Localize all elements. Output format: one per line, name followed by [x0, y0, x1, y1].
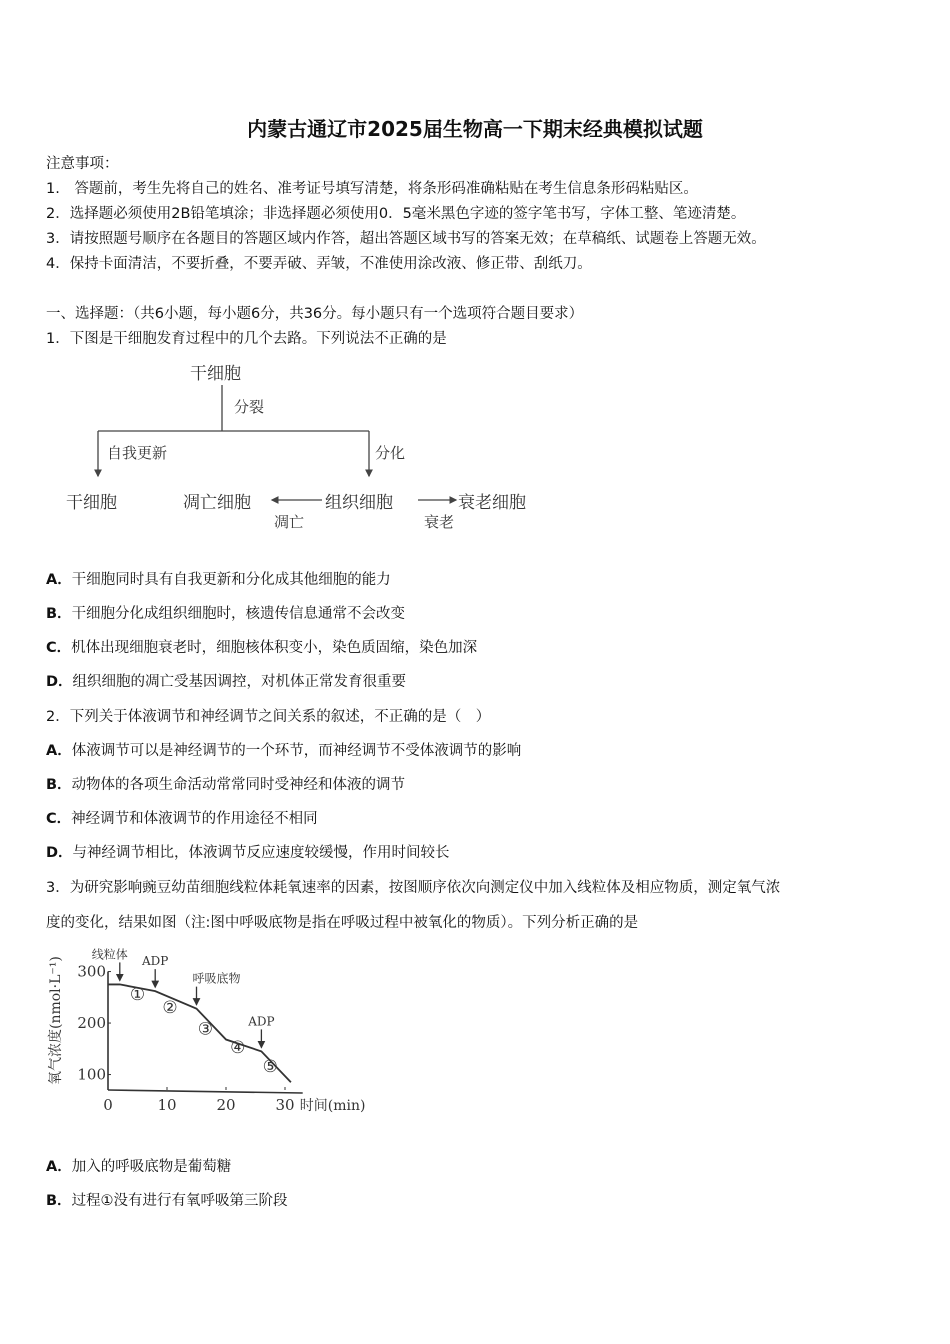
diagram-stem-cell: 干细胞 [66, 493, 117, 513]
q2-option-d: D．与神经调节相比，体液调节反应速度较缓慢，作用时间较长 [46, 845, 450, 861]
q1-option-c: C．机体出现细胞衰老时，细胞核体积变小，染色质固缩，染色加深 [46, 640, 478, 656]
notice-item: 1. 答题前，考生先将自己的姓名、准考证号填写清楚，将条形码准确粘贴在考生信息条形码粘贴区。 [46, 181, 698, 197]
q2-option-a: A．体液调节可以是神经调节的一个环节，而神经调节不受体液调节的影响 [46, 743, 522, 759]
x-tick-label: 0 [103, 1096, 113, 1114]
y-tick-label: 100 [77, 1065, 106, 1084]
x-axis [108, 1090, 303, 1093]
question-3-stem-line2: 度的变化，结果如图（注:图中呼吸底物是指在呼吸过程中被氧化的物质）。下列分析正确的是 [46, 915, 639, 931]
diagram-top-stem-cell: 干细胞 [190, 364, 241, 384]
stage-marker: ① [129, 984, 146, 1005]
diagram-apoptotic-cell: 凋亡细胞 [183, 493, 251, 513]
diagram-split-label: 分裂 [234, 398, 265, 416]
page-title: 内蒙古通辽市2025届生物高一下期末经典模拟试题 [247, 117, 703, 141]
notice-item: 2．选择题必须使用2B铅笔填涂；非选择题必须使用0．5毫米黑色字迹的签字笔书写，字体工整、笔迹清楚。 [46, 206, 746, 222]
x-tick-label: 10 [157, 1096, 177, 1114]
diagram-aging-cell: 衰老细胞 [458, 493, 526, 513]
question-1-stem: 1．下图是干细胞发育过程中的几个去路。下列说法不正确的是 [46, 331, 447, 347]
notice-item: 3．请按照题号顺序在各题目的答题区域内作答，超出答题区域书写的答案无效；在草稿纸、试题卷上答题无效。 [46, 231, 766, 247]
diagram-apoptosis-label: 凋亡 [274, 513, 305, 531]
addition-label: ADP [142, 954, 169, 969]
q1-option-d: D．组织细胞的凋亡受基因调控，对机体正常发育很重要 [46, 674, 407, 690]
q3-option-b: B．过程①没有进行有氧呼吸第三阶段 [46, 1193, 288, 1209]
stage-marker: ④ [230, 1037, 246, 1058]
section-heading: 一、选择题：（共6小题，每小题6分，共36分。每小题只有一个选项符合题目要求） [46, 306, 584, 322]
diagram-self-renew-label: 自我更新 [107, 444, 168, 462]
question-2-stem: 2．下列关于体液调节和神经调节之间关系的叙述，不正确的是（ ） [46, 709, 491, 725]
q2-option-c: C．神经调节和体液调节的作用途径不相同 [46, 811, 318, 827]
addition-label: 呼吸底物 [192, 971, 241, 986]
stage-marker: ③ [197, 1019, 213, 1040]
y-tick-label: 200 [77, 1014, 106, 1033]
diagram-tissue-cell: 组织细胞 [325, 493, 393, 513]
q3-option-a: A．加入的呼吸底物是葡萄糖 [46, 1159, 232, 1175]
notice-heading: 注意事项： [46, 156, 119, 172]
y-tick-label: 300 [77, 962, 106, 981]
x-axis-label: 时间(min) [299, 1098, 366, 1114]
y-axis-label: 氧气浓度(nmol·L⁻¹) [48, 956, 64, 1085]
stage-marker: ② [162, 997, 178, 1018]
x-tick-label: 30 [275, 1096, 295, 1114]
addition-label: ADP [248, 1014, 275, 1029]
addition-label: 线粒体 [91, 947, 128, 962]
diagram-differentiate-label: 分化 [375, 444, 406, 462]
q2-option-b: B．动物体的各项生命活动常常同时受神经和体液的调节 [46, 777, 406, 793]
q1-option-b: B．干细胞分化成组织细胞时，核遗传信息通常不会改变 [46, 606, 406, 622]
stage-marker: ⑤ [262, 1056, 278, 1077]
x-tick-label: 20 [216, 1096, 236, 1114]
question-3-stem-line1: 3．为研究影响豌豆幼苗细胞线粒体耗氧速率的因素，按图顺序依次向测定仪中加入线粒体及相应物质，测定氧气浓 [46, 880, 781, 896]
notice-item: 4．保持卡面清洁，不要折叠，不要弄破、弄皱，不准使用涂改液、修正带、刮纸刀。 [46, 256, 592, 272]
q1-option-a: A．干细胞同时具有自我更新和分化成其他细胞的能力 [46, 572, 391, 588]
diagram-aging-label: 衰老 [424, 513, 455, 531]
oxygen-chart [40, 940, 390, 1125]
